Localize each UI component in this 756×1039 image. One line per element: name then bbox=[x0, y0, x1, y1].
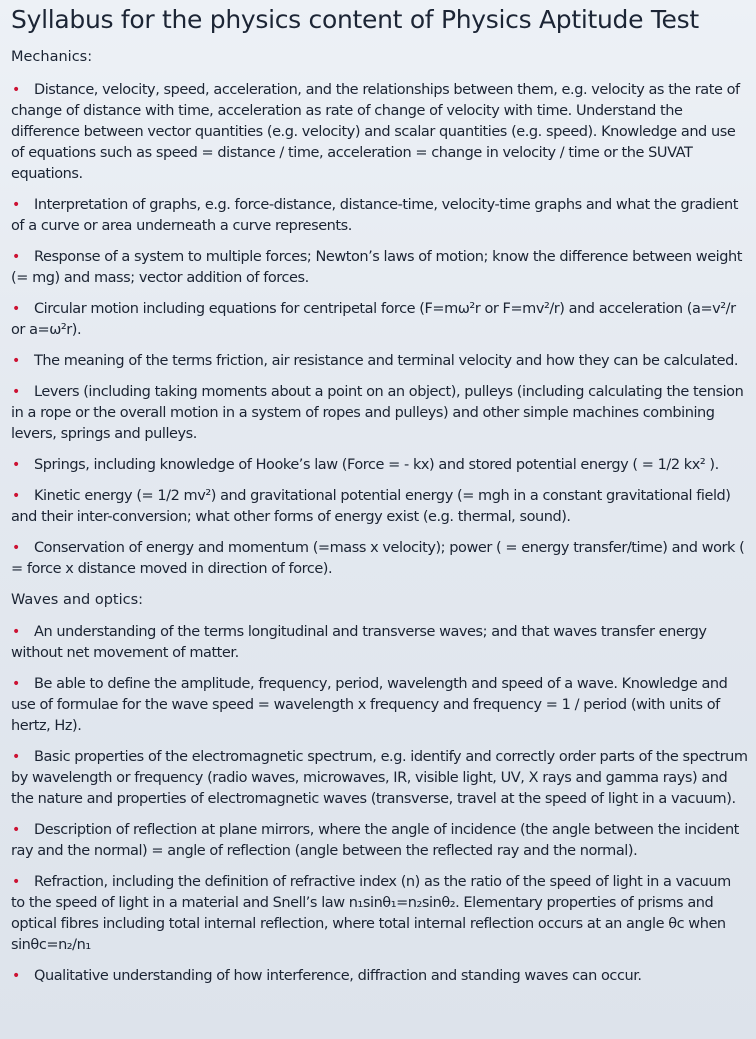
mechanics-list bbox=[11, 80, 748, 580]
bullet-icon: • bbox=[12, 822, 20, 838]
page-title: Syllabus for the physics content of Physics Aptitude Test bbox=[11, 5, 699, 34]
bullet-icon: • bbox=[12, 457, 20, 473]
bullet-icon: • bbox=[12, 488, 20, 504]
list-item-text: Interpretation of graphs, e.g. force-distance, distance-time, velocity-time graphs and what the gradient of a curve or area underneath a curve represents. bbox=[11, 197, 738, 234]
list-item bbox=[11, 247, 748, 289]
list-item bbox=[11, 872, 748, 956]
list-item bbox=[11, 820, 748, 862]
bullet-icon: • bbox=[12, 82, 20, 98]
list-item-text: Basic properties of the electromagnetic spectrum, e.g. identify and correctly order parts of the spectrum by wavelength or frequency (radio waves, microwaves, IR, visible light, UV, X rays and gamma rays) and the nature and properties of electromagnetic waves (transverse, travel at the speed of light in a vacuum). bbox=[11, 749, 748, 807]
bullet-icon: • bbox=[12, 749, 20, 765]
list-item-text: Refraction, including the definition of refractive index (n) as the ratio of the speed of light in a vacuum to the speed of light in a material and Snell’s law n₁sinθ₁=n₂sinθ₂. Elementary properties of prisms and optical fibres including total internal reflection, where total internal reflection occurs at an angle θc when sinθc=n₂/n₁ bbox=[11, 874, 731, 953]
list-item bbox=[11, 486, 748, 528]
list-item bbox=[11, 674, 748, 737]
bullet-icon: • bbox=[12, 197, 20, 213]
bullet-icon: • bbox=[12, 384, 20, 400]
list-item bbox=[11, 382, 748, 445]
list-item-text: Response of a system to multiple forces; Newton’s laws of motion; know the difference between weight (= mg) and mass; vector addition of forces. bbox=[11, 249, 742, 286]
list-item bbox=[11, 455, 748, 476]
bullet-icon: • bbox=[12, 874, 20, 890]
list-item-text: An understanding of the terms longitudinal and transverse waves; and that waves transfer energy without net movement of matter. bbox=[11, 624, 707, 661]
list-item-text: Conservation of energy and momentum (=mass x velocity); power ( = energy transfer/time) and work ( = force x distance moved in direction of force). bbox=[11, 540, 745, 577]
list-item bbox=[11, 966, 748, 987]
bullet-icon: • bbox=[12, 353, 20, 369]
list-item-text: Springs, including knowledge of Hooke’s law (Force = - kx) and stored potential energy ( = 1/2 kx² ). bbox=[34, 457, 719, 473]
section-heading-waves-optics: Waves and optics: bbox=[11, 592, 144, 608]
list-item bbox=[11, 622, 748, 664]
list-item-text: Kinetic energy (= 1/2 mv²) and gravitational potential energy (= mgh in a constant gravitational field) and their inter-conversion; what other forms of energy exist (e.g. thermal, sound). bbox=[11, 488, 731, 525]
bullet-icon: • bbox=[12, 624, 20, 640]
bullet-icon: • bbox=[12, 249, 20, 265]
list-item-text: Distance, velocity, speed, acceleration, and the relationships between them, e.g. velocity as the rate of change of distance with time, acceleration as rate of change of velocity with time. Understand the difference between vector quantities (e.g. velocity) and scalar quantities (e.g. speed). Knowledge and use of equations such as speed = distance / time, acceleration = change in velocity / time or the SUVAT equations. bbox=[11, 82, 740, 182]
section-heading-mechanics: Mechanics: bbox=[11, 49, 93, 65]
list-item-text: Qualitative understanding of how interference, diffraction and standing waves can occur. bbox=[34, 968, 642, 984]
list-item-text: Circular motion including equations for centripetal force (F=mω²r or F=mv²/r) and acceleration (a=v²/r or a=ω²r). bbox=[11, 301, 736, 338]
list-item bbox=[11, 747, 748, 810]
list-item-text: Description of reflection at plane mirrors, where the angle of incidence (the angle between the incident ray and the normal) = angle of reflection (angle between the reflected ray and the normal). bbox=[11, 822, 739, 859]
list-item bbox=[11, 351, 748, 372]
list-item bbox=[11, 538, 748, 580]
list-item-text: Be able to define the amplitude, frequency, period, wavelength and speed of a wave. Knowledge and use of formulae for the wave speed = wavelength x frequency and frequency = 1 / period (with units of hertz, Hz). bbox=[11, 676, 728, 734]
bullet-icon: • bbox=[12, 968, 20, 984]
bullet-icon: • bbox=[12, 676, 20, 692]
list-item bbox=[11, 80, 748, 185]
waves-optics-list bbox=[11, 622, 748, 987]
list-item bbox=[11, 299, 748, 341]
bullet-icon: • bbox=[12, 540, 20, 556]
list-item-text: The meaning of the terms friction, air resistance and terminal velocity and how they can be calculated. bbox=[34, 353, 739, 369]
list-item-text: Levers (including taking moments about a point on an object), pulleys (including calculating the tension in a rope or the overall motion in a system of ropes and pulleys) and other simple machines combining levers, springs and pulleys. bbox=[11, 384, 744, 442]
bullet-icon: • bbox=[12, 301, 20, 317]
list-item bbox=[11, 195, 748, 237]
